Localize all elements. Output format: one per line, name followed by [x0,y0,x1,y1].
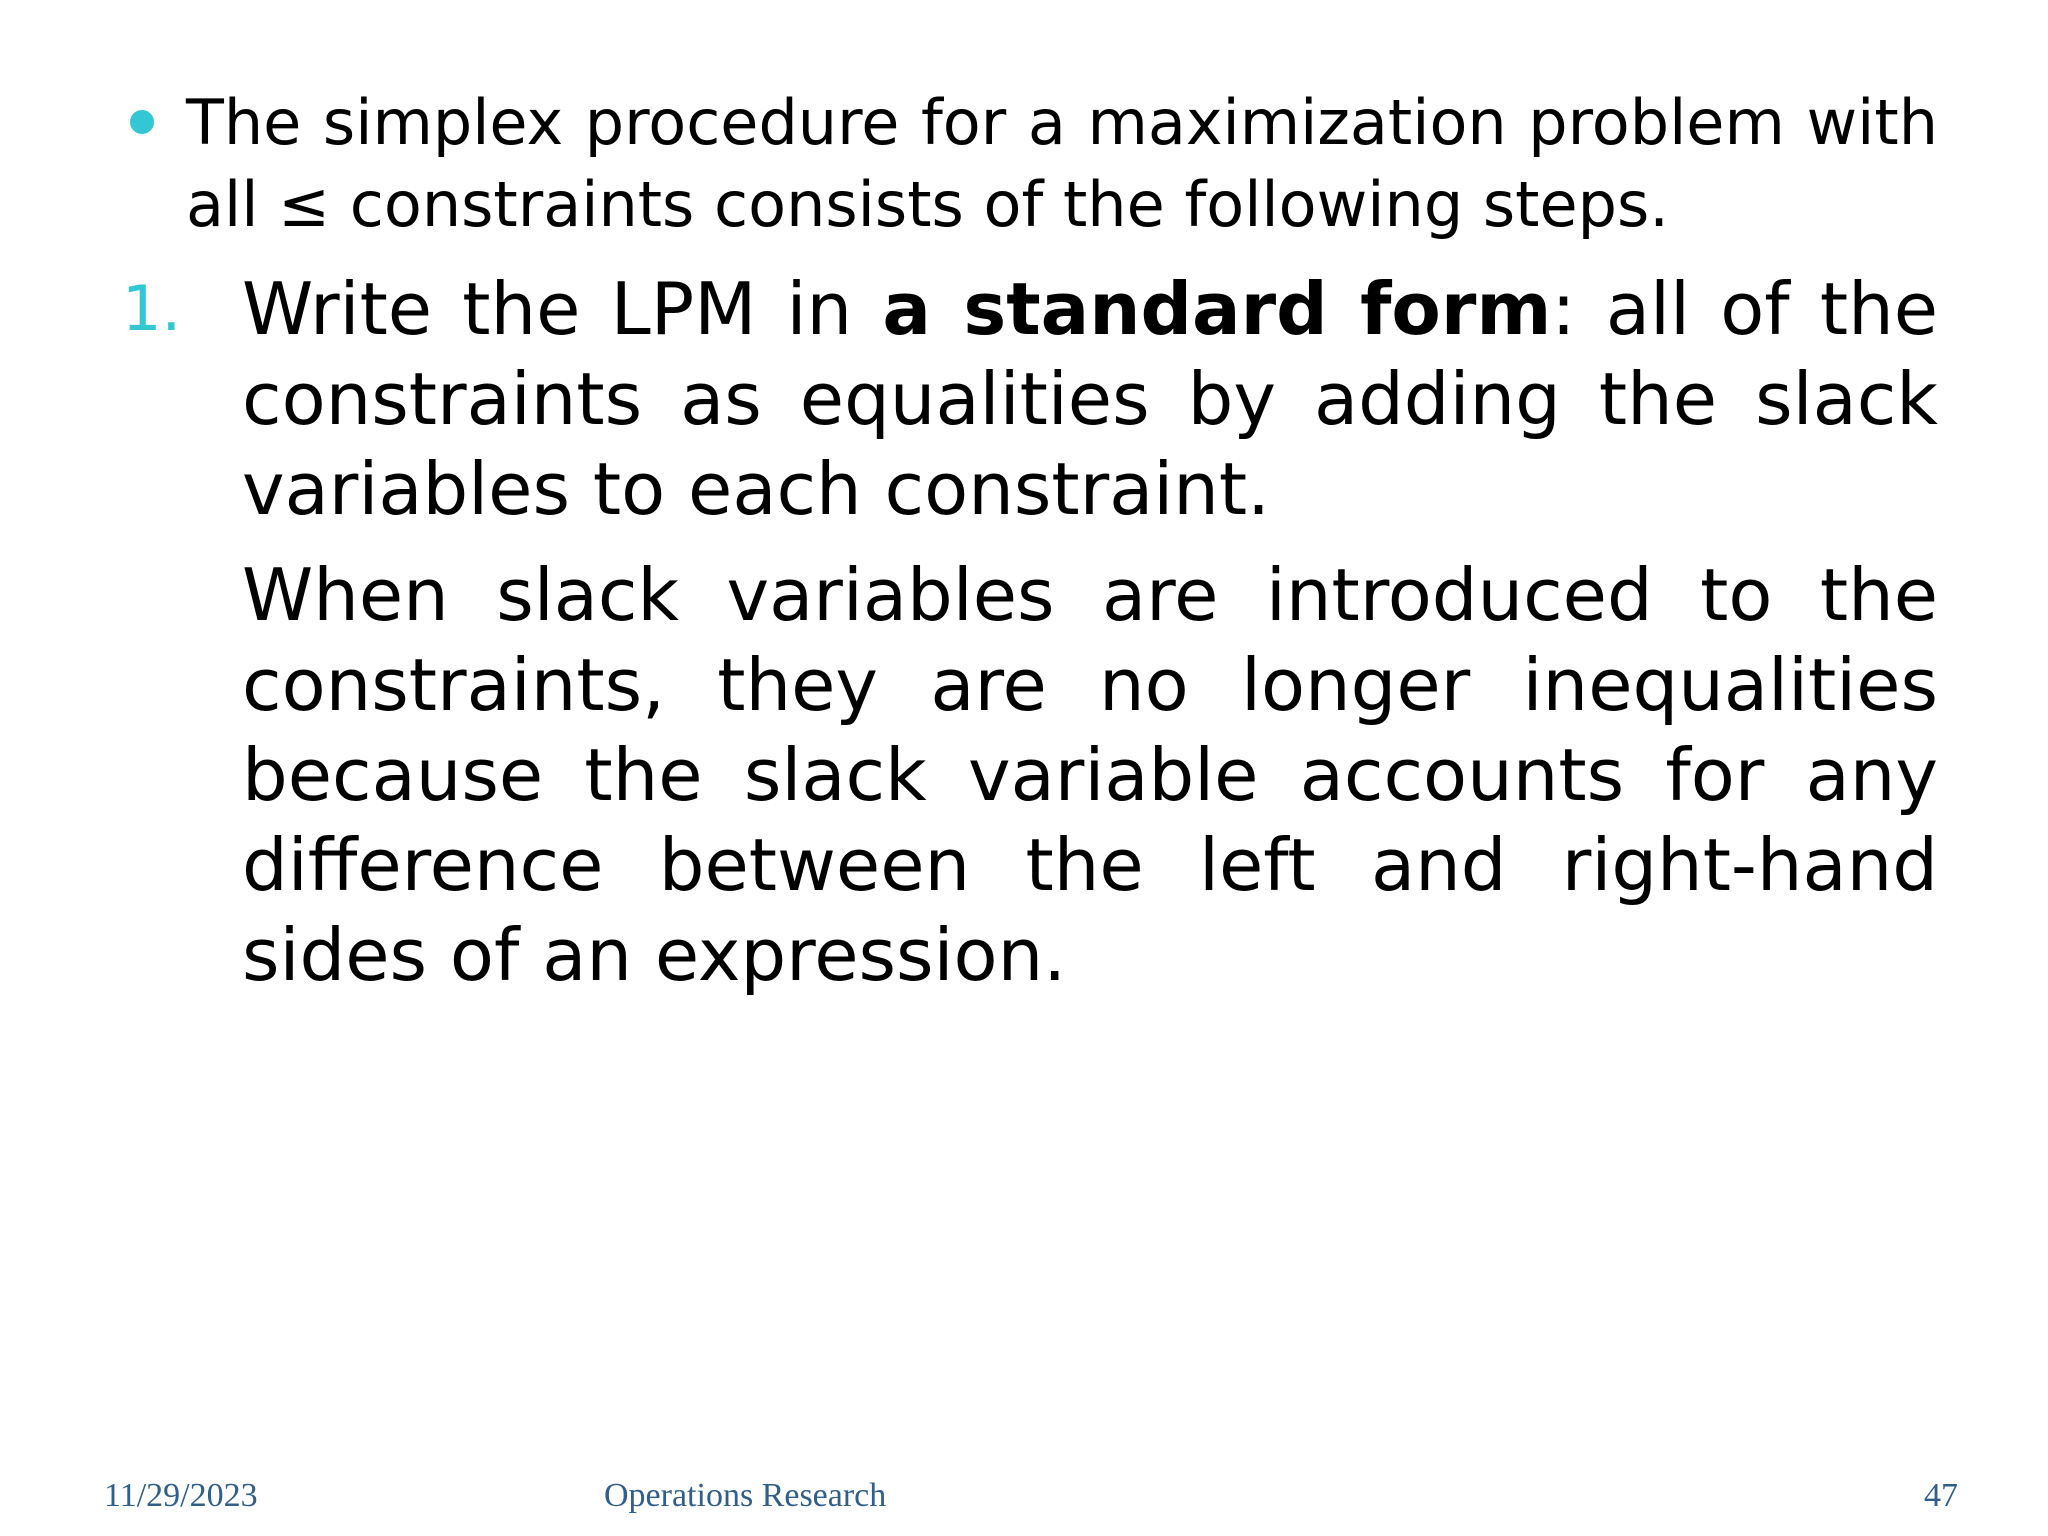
step-note: When slack variables are introduced to the constraints, they are no longer inequalities because the slack variable accounts for any difference between the left and right-hand sides of an expression. [242,553,1938,997]
step-text-bold: a standard form [882,267,1552,351]
step-text-after: : all of the constraints as equalities by adding the slack variables to each constraint. [242,267,1939,531]
bullet-icon [130,110,154,134]
step-number: 1. [122,272,182,345]
footer-page-number: 47 [1924,1477,1958,1514]
footer-title: Operations Research [604,1477,887,1514]
step-text-before: Write the LPM in [242,267,883,351]
footer-date: 11/29/2023 [104,1477,258,1514]
step-text [242,264,1938,534]
intro-text: The simplex procedure for a maximization problem with all ≤ constraints consists of the following steps. [186,86,1938,241]
